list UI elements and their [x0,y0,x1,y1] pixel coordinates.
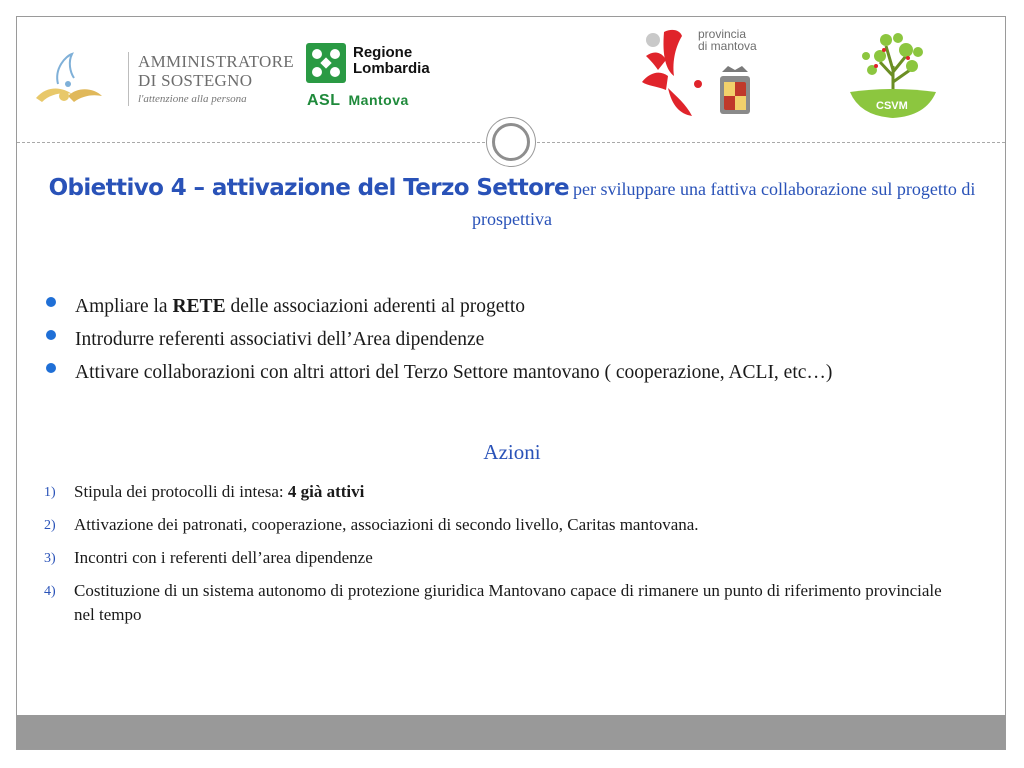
azioni-heading: Azioni [483,440,541,464]
bullet-icon [46,297,56,307]
list-item [46,360,946,386]
regione-lombardia-logo [303,40,453,114]
ads-text [138,52,294,105]
ads-tagline: l'attenzione alla persona [138,93,247,105]
list-item [44,546,964,570]
asl-mantova-text [307,92,409,110]
action-text: Stipula dei protocolli di intesa: [74,482,288,501]
provincia-line-1: provincia [698,27,747,41]
csvm-label: CSVM [876,100,908,112]
regione-line-2: Lombardia [353,60,430,77]
bullet-text-bold: RETE [172,296,226,317]
slide-title [40,174,984,235]
bullet-icon [46,330,56,340]
objectives-list [46,294,946,393]
item-number: 2) [44,518,56,533]
title-subtitle: per sviluppare una fattiva collaborazione sul progetto di prospettiva [472,179,976,229]
bullet-icon [46,363,56,373]
asl-label: ASL [307,92,341,109]
ring-ornament-icon [486,117,536,167]
bullet-text-before: Ampliare la [75,296,173,317]
item-number: 3) [44,551,56,566]
action-text: Costituzione di un sistema autonomo di protezione giuridica Mantovano capace di rimanere un punto di riferimento provinciale nel tempo [74,581,942,624]
title-main: Obiettivo 4 – attivazione del Terzo Settore [48,175,570,201]
regione-line-1: Regione [353,44,413,61]
csvm-logo [846,26,940,122]
bullet-text: Attivare collaborazioni con altri attori del Terzo Settore mantovano ( cooperazione, ACLI, etc…) [75,362,833,383]
bullet-text: Introdurre referenti associativi dell’Area dipendenze [75,329,485,350]
list-item [44,480,964,504]
ads-line-2: DI SOSTEGNO [138,71,253,90]
regione-lombardia-emblem-icon [306,43,346,83]
footer-bar [17,715,1005,749]
provincia-line-2: di mantova [698,39,757,53]
item-number: 4) [44,584,56,599]
list-item [46,294,946,320]
provincia-text [698,28,757,52]
action-text: Incontri con i referenti dell’area dipendenze [74,548,373,567]
item-number: 1) [44,485,56,500]
actions-list [44,480,964,636]
asl-city: Mantova [348,92,409,108]
list-item [46,327,946,353]
action-text-bold: 4 già attivi [287,482,365,501]
bullet-text-after: delle associazioni aderenti al progetto [225,296,526,317]
ads-emblem-icon [28,44,124,116]
list-item [44,513,964,537]
ads-line-1: AMMINISTRATORE [138,52,294,71]
logo-separator [128,52,129,106]
action-text: Attivazione dei patronati, cooperazione, associazioni di secondo livello, Caritas mantovana. [74,515,699,534]
provincia-di-mantova-logo [636,26,766,126]
regione-lombardia-text [353,45,430,77]
amministratore-di-sostegno-logo [28,44,294,116]
list-item [44,579,964,627]
